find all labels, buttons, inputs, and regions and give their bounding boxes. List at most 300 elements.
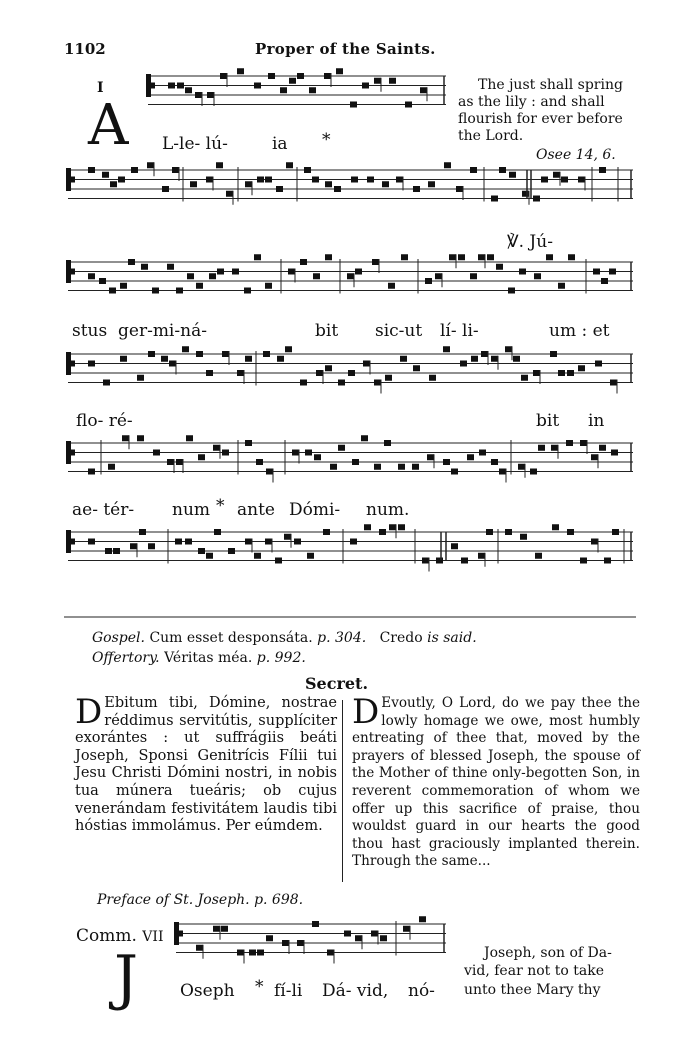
neume	[338, 380, 345, 386]
neume	[177, 83, 184, 89]
neume	[521, 375, 528, 381]
neume	[436, 558, 443, 564]
neume	[286, 162, 293, 168]
neume	[99, 278, 106, 284]
neume	[419, 916, 426, 922]
neume	[435, 273, 442, 279]
alleluia-mode: I	[97, 80, 104, 96]
alleluia-initial: A	[88, 93, 129, 158]
neume	[118, 177, 125, 183]
neume	[196, 945, 203, 951]
neume	[237, 370, 244, 376]
translation-line: Joseph, son of Da-	[484, 945, 612, 961]
secret-heading: Secret.	[304, 674, 369, 693]
neume	[422, 558, 429, 564]
translation-line: vid, fear not to take	[464, 963, 604, 979]
preface-line: Preface of St. Joseph. p. 698.	[97, 892, 304, 908]
neume	[367, 177, 374, 183]
neume	[388, 283, 395, 289]
neume	[147, 162, 154, 168]
neume	[216, 162, 223, 168]
lyric-asterisk: *	[322, 130, 331, 150]
neume	[167, 459, 174, 465]
neume	[491, 196, 498, 202]
translation-line: as the lily : and shall	[458, 94, 605, 110]
neume	[496, 264, 503, 270]
neume	[169, 361, 176, 367]
neume	[334, 186, 341, 192]
neume	[578, 177, 585, 183]
neume	[443, 346, 450, 352]
neume	[222, 450, 229, 456]
neume	[294, 539, 301, 545]
neume	[470, 167, 477, 173]
neume	[568, 254, 575, 260]
neume	[323, 529, 330, 535]
neume	[558, 370, 565, 376]
neume	[348, 370, 355, 376]
neume	[396, 177, 403, 183]
neume	[263, 351, 270, 357]
neume	[312, 921, 319, 927]
neume	[316, 370, 323, 376]
neume	[113, 548, 120, 554]
neume	[487, 254, 494, 260]
lyric-word: fí-li	[274, 981, 303, 1001]
neume	[591, 454, 598, 460]
neume	[122, 435, 129, 441]
latin-text: Ebitum tibi, Dómine, nostrae réddimus servitútis, supplíciter exorántes : ut suffrágiis beáti Joseph, Sponsi Genitrícis Fílii tui Jesu Christi Dómini nostri, in nobis tua múnera tueáris; ob cujus venerándam festivitátem laudis tibi hóstias immolámus. Per eúmdem.	[75, 695, 337, 835]
lyric-word: ae- tér-	[72, 500, 135, 520]
neume	[152, 288, 159, 294]
clef	[70, 269, 75, 275]
neume	[162, 186, 169, 192]
neume	[305, 450, 312, 456]
neume	[217, 269, 224, 275]
neume	[109, 288, 116, 294]
neume	[428, 181, 435, 187]
neume	[550, 351, 557, 357]
neume	[256, 459, 263, 465]
neume	[245, 181, 252, 187]
neume	[185, 539, 192, 545]
neume	[347, 273, 354, 279]
clef	[150, 83, 155, 89]
lyric-word: num	[172, 500, 211, 520]
neume	[245, 440, 252, 446]
neume	[405, 102, 412, 108]
neume	[254, 254, 261, 260]
neume	[128, 259, 135, 265]
neume	[245, 356, 252, 362]
neume	[535, 553, 542, 559]
neume	[533, 370, 540, 376]
neume	[413, 186, 420, 192]
neume	[389, 524, 396, 530]
neume	[580, 558, 587, 564]
neume	[508, 288, 515, 294]
neume	[245, 539, 252, 545]
neume	[425, 278, 432, 284]
neume	[420, 87, 427, 93]
neume	[265, 539, 272, 545]
neume	[330, 464, 337, 470]
neume	[413, 365, 420, 371]
neume	[300, 380, 307, 386]
neume	[324, 73, 331, 79]
neume	[137, 435, 144, 441]
lyric-word: bit	[315, 321, 339, 341]
neume	[451, 469, 458, 475]
neume	[226, 191, 233, 197]
neume	[578, 365, 585, 371]
neume	[371, 931, 378, 937]
neume	[195, 92, 202, 98]
neume	[141, 264, 148, 270]
verse-start: ℣. Jú-	[507, 232, 553, 252]
communion-initial: J	[114, 943, 139, 1013]
neume	[610, 380, 617, 386]
neume	[277, 356, 284, 362]
secret-latin-column	[75, 692, 337, 836]
neume	[198, 454, 205, 460]
neume	[312, 177, 319, 183]
offertory-label: Offertory.	[92, 650, 160, 666]
neume	[400, 356, 407, 362]
neume	[176, 459, 183, 465]
gospel-page: p. 304.	[317, 630, 367, 646]
neume	[355, 935, 362, 941]
neume	[609, 269, 616, 275]
neume	[130, 543, 137, 549]
lyric-word: Oseph	[180, 981, 235, 1001]
neume	[451, 543, 458, 549]
neume	[207, 92, 214, 98]
neume	[297, 940, 304, 946]
neume	[307, 553, 314, 559]
neume	[148, 351, 155, 357]
neume	[471, 356, 478, 362]
neume	[276, 186, 283, 192]
lyric-asterisk: *	[255, 977, 264, 997]
neume	[403, 926, 410, 932]
neume	[88, 539, 95, 545]
neume	[350, 539, 357, 545]
neume	[444, 162, 451, 168]
neume	[206, 553, 213, 559]
neume	[161, 356, 168, 362]
neume	[520, 534, 527, 540]
neume	[196, 351, 203, 357]
neume	[384, 440, 391, 446]
lyric-word: ante	[237, 500, 275, 520]
neume	[499, 167, 506, 173]
neume	[499, 469, 506, 475]
neume	[265, 177, 272, 183]
neume	[460, 361, 467, 367]
neume	[266, 935, 273, 941]
translation-line: The just shall spring	[478, 77, 623, 93]
neume	[175, 539, 182, 545]
neume	[88, 469, 95, 475]
neume	[530, 469, 537, 475]
neume	[206, 177, 213, 183]
translation-line: flourish for ever before	[458, 111, 623, 127]
neume	[470, 273, 477, 279]
neume	[167, 264, 174, 270]
neume	[456, 186, 463, 192]
neume	[401, 254, 408, 260]
english-drop-cap: D	[352, 692, 380, 732]
neume	[518, 464, 525, 470]
neume	[325, 254, 332, 260]
neume	[389, 78, 396, 84]
latin-drop-cap: D	[75, 692, 103, 732]
neume	[289, 78, 296, 84]
neume	[304, 167, 311, 173]
neume	[374, 380, 381, 386]
lyric-word: in	[588, 411, 605, 431]
neume	[222, 351, 229, 357]
neume	[364, 524, 371, 530]
lyric-word: Dá- vid,	[322, 981, 389, 1001]
neume	[363, 361, 370, 367]
neume	[220, 73, 227, 79]
neume	[285, 346, 292, 352]
neume	[228, 548, 235, 554]
neume	[257, 177, 264, 183]
neume	[275, 558, 282, 564]
neume	[313, 273, 320, 279]
neume	[351, 177, 358, 183]
neume	[398, 524, 405, 530]
gospel-label: Gospel.	[92, 630, 145, 646]
neume	[412, 464, 419, 470]
scripture-reference: Osee 14, 6.	[536, 147, 616, 163]
neume	[479, 450, 486, 456]
neume	[105, 548, 112, 554]
neume	[198, 548, 205, 554]
neume	[186, 435, 193, 441]
neume	[297, 73, 304, 79]
neume	[309, 87, 316, 93]
neume	[467, 454, 474, 460]
neume	[538, 445, 545, 451]
neume	[429, 375, 436, 381]
neume	[505, 529, 512, 535]
credo-note: is said.	[427, 630, 477, 646]
neume	[458, 254, 465, 260]
neume	[522, 191, 529, 197]
neume	[168, 83, 175, 89]
communion-mode: VII	[142, 929, 164, 945]
neume	[599, 167, 606, 173]
neume	[232, 269, 239, 275]
clef	[70, 177, 75, 183]
neume	[478, 254, 485, 260]
neume	[362, 83, 369, 89]
neume	[566, 440, 573, 446]
neume	[88, 361, 95, 367]
neume	[519, 269, 526, 275]
neume	[187, 273, 194, 279]
translation-line: unto thee Mary thy	[464, 982, 601, 998]
neume	[139, 529, 146, 535]
neume	[553, 172, 560, 178]
credo-text: Credo	[379, 630, 423, 646]
gospel-line	[92, 630, 477, 646]
neume	[213, 445, 220, 451]
neume	[374, 464, 381, 470]
neume	[268, 73, 275, 79]
neume	[325, 181, 332, 187]
neume	[591, 539, 598, 545]
lyric-word: flo- ré-	[76, 411, 133, 431]
neume	[102, 172, 109, 178]
neume	[509, 172, 516, 178]
neume	[266, 469, 273, 475]
neume	[481, 351, 488, 357]
neume	[552, 524, 559, 530]
neume	[88, 273, 95, 279]
neume	[478, 553, 485, 559]
neume	[190, 181, 197, 187]
neume	[461, 558, 468, 564]
neume	[206, 370, 213, 376]
neume	[327, 950, 334, 956]
lyric-word: um : et	[549, 321, 610, 341]
neume	[486, 529, 493, 535]
neume	[300, 259, 307, 265]
secret-english-column	[352, 692, 640, 871]
lyric-word: bit	[536, 411, 560, 431]
neume	[172, 167, 179, 173]
neume	[110, 181, 117, 187]
clef	[178, 931, 183, 937]
column-divider	[342, 700, 343, 882]
neume	[580, 440, 587, 446]
neume	[131, 167, 138, 173]
gospel-text: Cum esset desponsáta.	[149, 630, 313, 646]
neume	[257, 950, 264, 956]
neume	[280, 87, 287, 93]
neume	[604, 558, 611, 564]
neume	[209, 273, 216, 279]
neume	[176, 288, 183, 294]
neume	[265, 283, 272, 289]
neume	[533, 196, 540, 202]
offertory-text: Véritas méa.	[164, 650, 253, 666]
neume	[593, 269, 600, 275]
neume	[292, 450, 299, 456]
lyric-asterisk: *	[216, 496, 225, 516]
lyric-word: Dómi-	[289, 500, 341, 520]
neume	[427, 454, 434, 460]
neume	[196, 283, 203, 289]
neume	[288, 269, 295, 275]
lyric-syllable: L-le- lú-	[162, 134, 228, 154]
neume	[382, 181, 389, 187]
neume	[213, 926, 220, 932]
neume	[379, 529, 386, 535]
neume	[561, 177, 568, 183]
neume	[88, 167, 95, 173]
lyric-word: nó-	[408, 981, 435, 1001]
neume	[284, 534, 291, 540]
translation-line: the Lord.	[458, 128, 524, 144]
communion-label: Comm.	[76, 926, 137, 946]
neume	[546, 254, 553, 260]
neume	[361, 435, 368, 441]
neume	[352, 459, 359, 465]
neume	[137, 375, 144, 381]
neume	[443, 459, 450, 465]
neume	[314, 454, 321, 460]
neume	[244, 288, 251, 294]
offertory-line	[92, 650, 306, 666]
neume	[449, 254, 456, 260]
neume	[153, 450, 160, 456]
neume	[534, 273, 541, 279]
english-text: Evoutly, O Lord, do we pay thee the lowly homage we owe, most humbly entreating of thee that, moved by the prayers of blessed Joseph, the spouse of the Mother of thine only-begotten Son, in reverent commemoration of whom we offer up this sacrifice of praise, thou wouldst guard in our hearts the good thou hast graciously implanted therein. Through the same...	[352, 695, 640, 870]
neume	[249, 950, 256, 956]
neume	[338, 445, 345, 451]
neume	[558, 283, 565, 289]
neume	[237, 950, 244, 956]
neume	[185, 87, 192, 93]
neume	[372, 259, 379, 265]
neume	[182, 346, 189, 352]
neume	[108, 464, 115, 470]
neume	[336, 68, 343, 74]
neume	[148, 543, 155, 549]
running-title: Proper of the Saints.	[255, 40, 436, 58]
neume	[611, 450, 618, 456]
lyric-word: num.	[366, 500, 410, 520]
lyric-word: sic-ut	[375, 321, 423, 341]
neume	[254, 83, 261, 89]
neume	[595, 361, 602, 367]
neume	[282, 940, 289, 946]
clef	[70, 361, 75, 367]
neume	[237, 68, 244, 74]
neume	[491, 459, 498, 465]
neume	[350, 102, 357, 108]
neume	[505, 346, 512, 352]
page-number: 1102	[64, 40, 106, 58]
neume	[385, 375, 392, 381]
neume	[612, 529, 619, 535]
neume	[491, 356, 498, 362]
neume	[344, 931, 351, 937]
neume	[103, 380, 110, 386]
neume	[120, 283, 127, 289]
neume	[120, 356, 127, 362]
lyric-word: ger-mi-ná-	[118, 321, 207, 341]
neume	[601, 278, 608, 284]
clef	[70, 539, 75, 545]
offertory-page: p. 992.	[256, 650, 306, 666]
neume	[541, 177, 548, 183]
neume	[374, 78, 381, 84]
neume	[221, 926, 228, 932]
neume	[599, 445, 606, 451]
neume	[380, 935, 387, 941]
lyric-syllable: ia	[272, 134, 288, 154]
neume	[551, 445, 558, 451]
neume	[567, 370, 574, 376]
neume	[355, 269, 362, 275]
